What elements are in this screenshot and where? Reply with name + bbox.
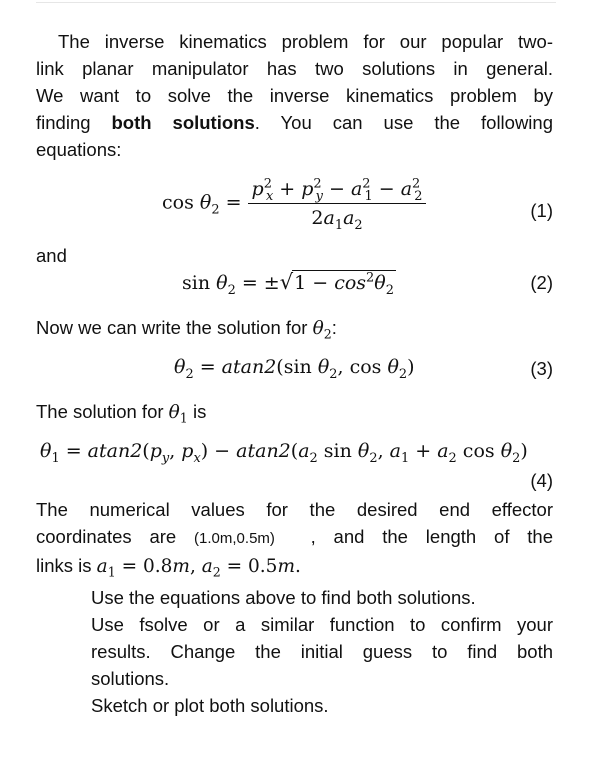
task-item-1: Use the equations above to find both solutions.: [91, 587, 476, 608]
equation-1-number: (1): [530, 200, 553, 221]
end-effector-coordinates: (1.0m,0.5m): [194, 530, 275, 547]
task-item-2-line-2: results. Change the initial guess to find both: [91, 641, 553, 662]
task-list: [91, 584, 553, 719]
numerical-paragraph: [36, 496, 553, 580]
numerical-line-3: links is $a_1 = 0.8m$, $a_2 = 0.5m$.: [36, 555, 301, 580]
theta1-intro: The solution for $\theta_1$ is: [36, 401, 207, 426]
equation-1: $\cos \theta_2$ = $\frac{p^2_x + p^2_y - a^2_1 - a^2_2}{2a_1a_2}$: [162, 178, 426, 229]
both-solutions-emphasis: both solutions: [111, 112, 255, 133]
theta2-intro: Now we can write the solution for $\theta_2$:: [36, 317, 337, 342]
intro-line-4: finding both solutions. You can use the following: [36, 112, 553, 133]
numerical-line-2: coordinates are (1.0m,0.5m) , and the length of the: [36, 526, 553, 547]
numerical-line-1: The numerical values for the desired end effector: [36, 499, 553, 520]
and-label: and: [36, 245, 67, 266]
equation-1-fraction: $\frac{p^2_x + p^2_y - a^2_1 - a^2_2}{2a_1a_2}$: [248, 178, 427, 229]
intro-line-2: link planar manipulator has two solutions in general.: [36, 58, 553, 79]
equation-2-number: (2): [530, 272, 553, 293]
intro-line-1: The inverse kinematics problem for our popular two-: [58, 31, 553, 52]
equation-4: $\theta_1 = atan2(p_y$, $p_x) - atan2(a_2$ $\sin \theta_2$, $a_1 + a_2$ $\cos \theta_2$): [40, 440, 528, 466]
equation-2: $\sin \theta_2 = \pm√1 - \cos^2\theta_2$: [182, 270, 394, 298]
equation-3: $\theta_2 = atan2(\sin$ $\theta_2$, $\cos \theta_2$): [174, 356, 415, 382]
equation-4-number: (4): [530, 470, 553, 491]
intro-paragraph: [36, 28, 553, 163]
equation-3-number: (3): [530, 358, 553, 379]
top-divider: [36, 2, 556, 3]
task-item-2-line-3: solutions.: [91, 668, 170, 689]
task-item-2-line-1: Use fsolve or a similar function to confirm your: [91, 614, 553, 635]
intro-line-3: We want to solve the inverse kinematics problem by: [36, 85, 553, 106]
task-item-3: Sketch or plot both solutions.: [91, 695, 329, 716]
intro-line-5: equations:: [36, 139, 122, 160]
